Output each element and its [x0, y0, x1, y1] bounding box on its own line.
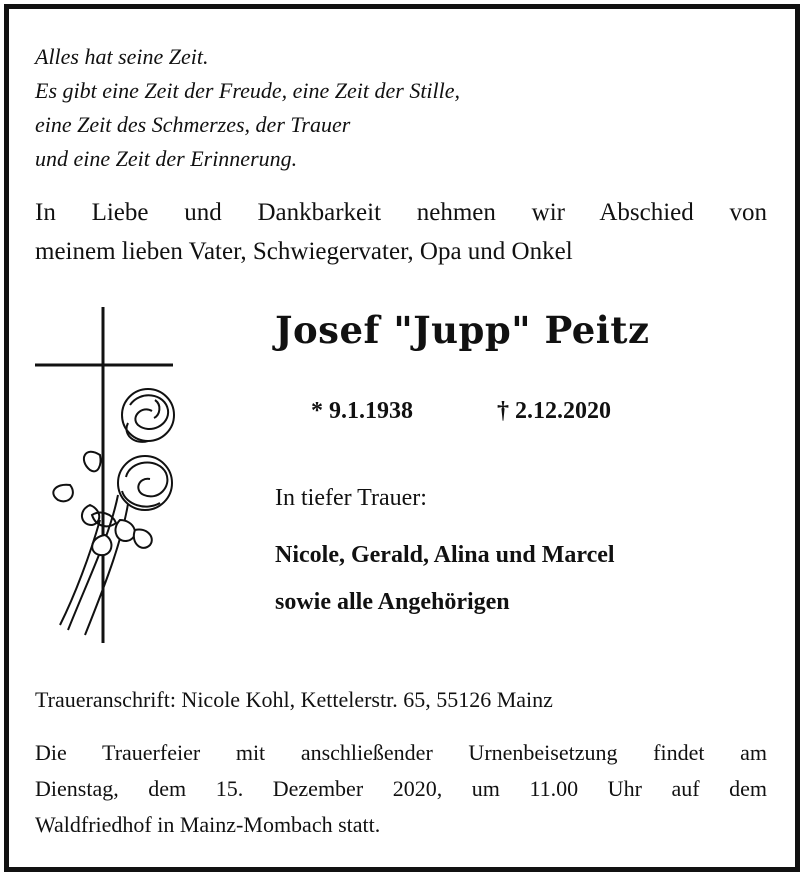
poem-line: und eine Zeit der Erinnerung. — [35, 146, 298, 171]
mourners-list — [275, 532, 615, 626]
intro-text — [35, 193, 767, 271]
poem — [35, 40, 460, 176]
intro-line: In Liebe und Dankbarkeit nehmen wir Abschied von — [35, 199, 767, 226]
poem-line: Es gibt eine Zeit der Freude, eine Zeit der Stille, — [35, 78, 461, 103]
cross-with-roses-illustration — [30, 305, 190, 645]
service-line: Die Trauerfeier mit anschließender Urnenbeisetzung findet am — [35, 740, 767, 765]
deceased-name: Josef "Jupp" Peitz — [275, 308, 650, 352]
service-line: Waldfriedhof in Mainz-Mombach statt. — [35, 812, 381, 837]
mourners-label: In tiefer Trauer: — [275, 485, 427, 511]
funeral-service-info — [35, 735, 767, 843]
mourning-address: Traueranschrift: Nicole Kohl, Kettelerstr. 65, 55126 Mainz — [35, 687, 553, 712]
intro-line: meinem lieben Vater, Schwiegervater, Opa und Onkel — [35, 238, 573, 265]
mourners-line: sowie alle Angehörigen — [275, 589, 510, 615]
poem-line: Alles hat seine Zeit. — [35, 44, 209, 69]
birth-date: * 9.1.1938 — [311, 398, 413, 424]
death-date: † 2.12.2020 — [497, 398, 611, 424]
roses-icon — [53, 389, 174, 635]
poem-line: eine Zeit des Schmerzes, der Trauer — [35, 112, 351, 137]
service-line: Dienstag, dem 15. Dezember 2020, um 11.00 Uhr auf dem — [35, 776, 767, 801]
mourners-line: Nicole, Gerald, Alina und Marcel — [275, 542, 615, 568]
